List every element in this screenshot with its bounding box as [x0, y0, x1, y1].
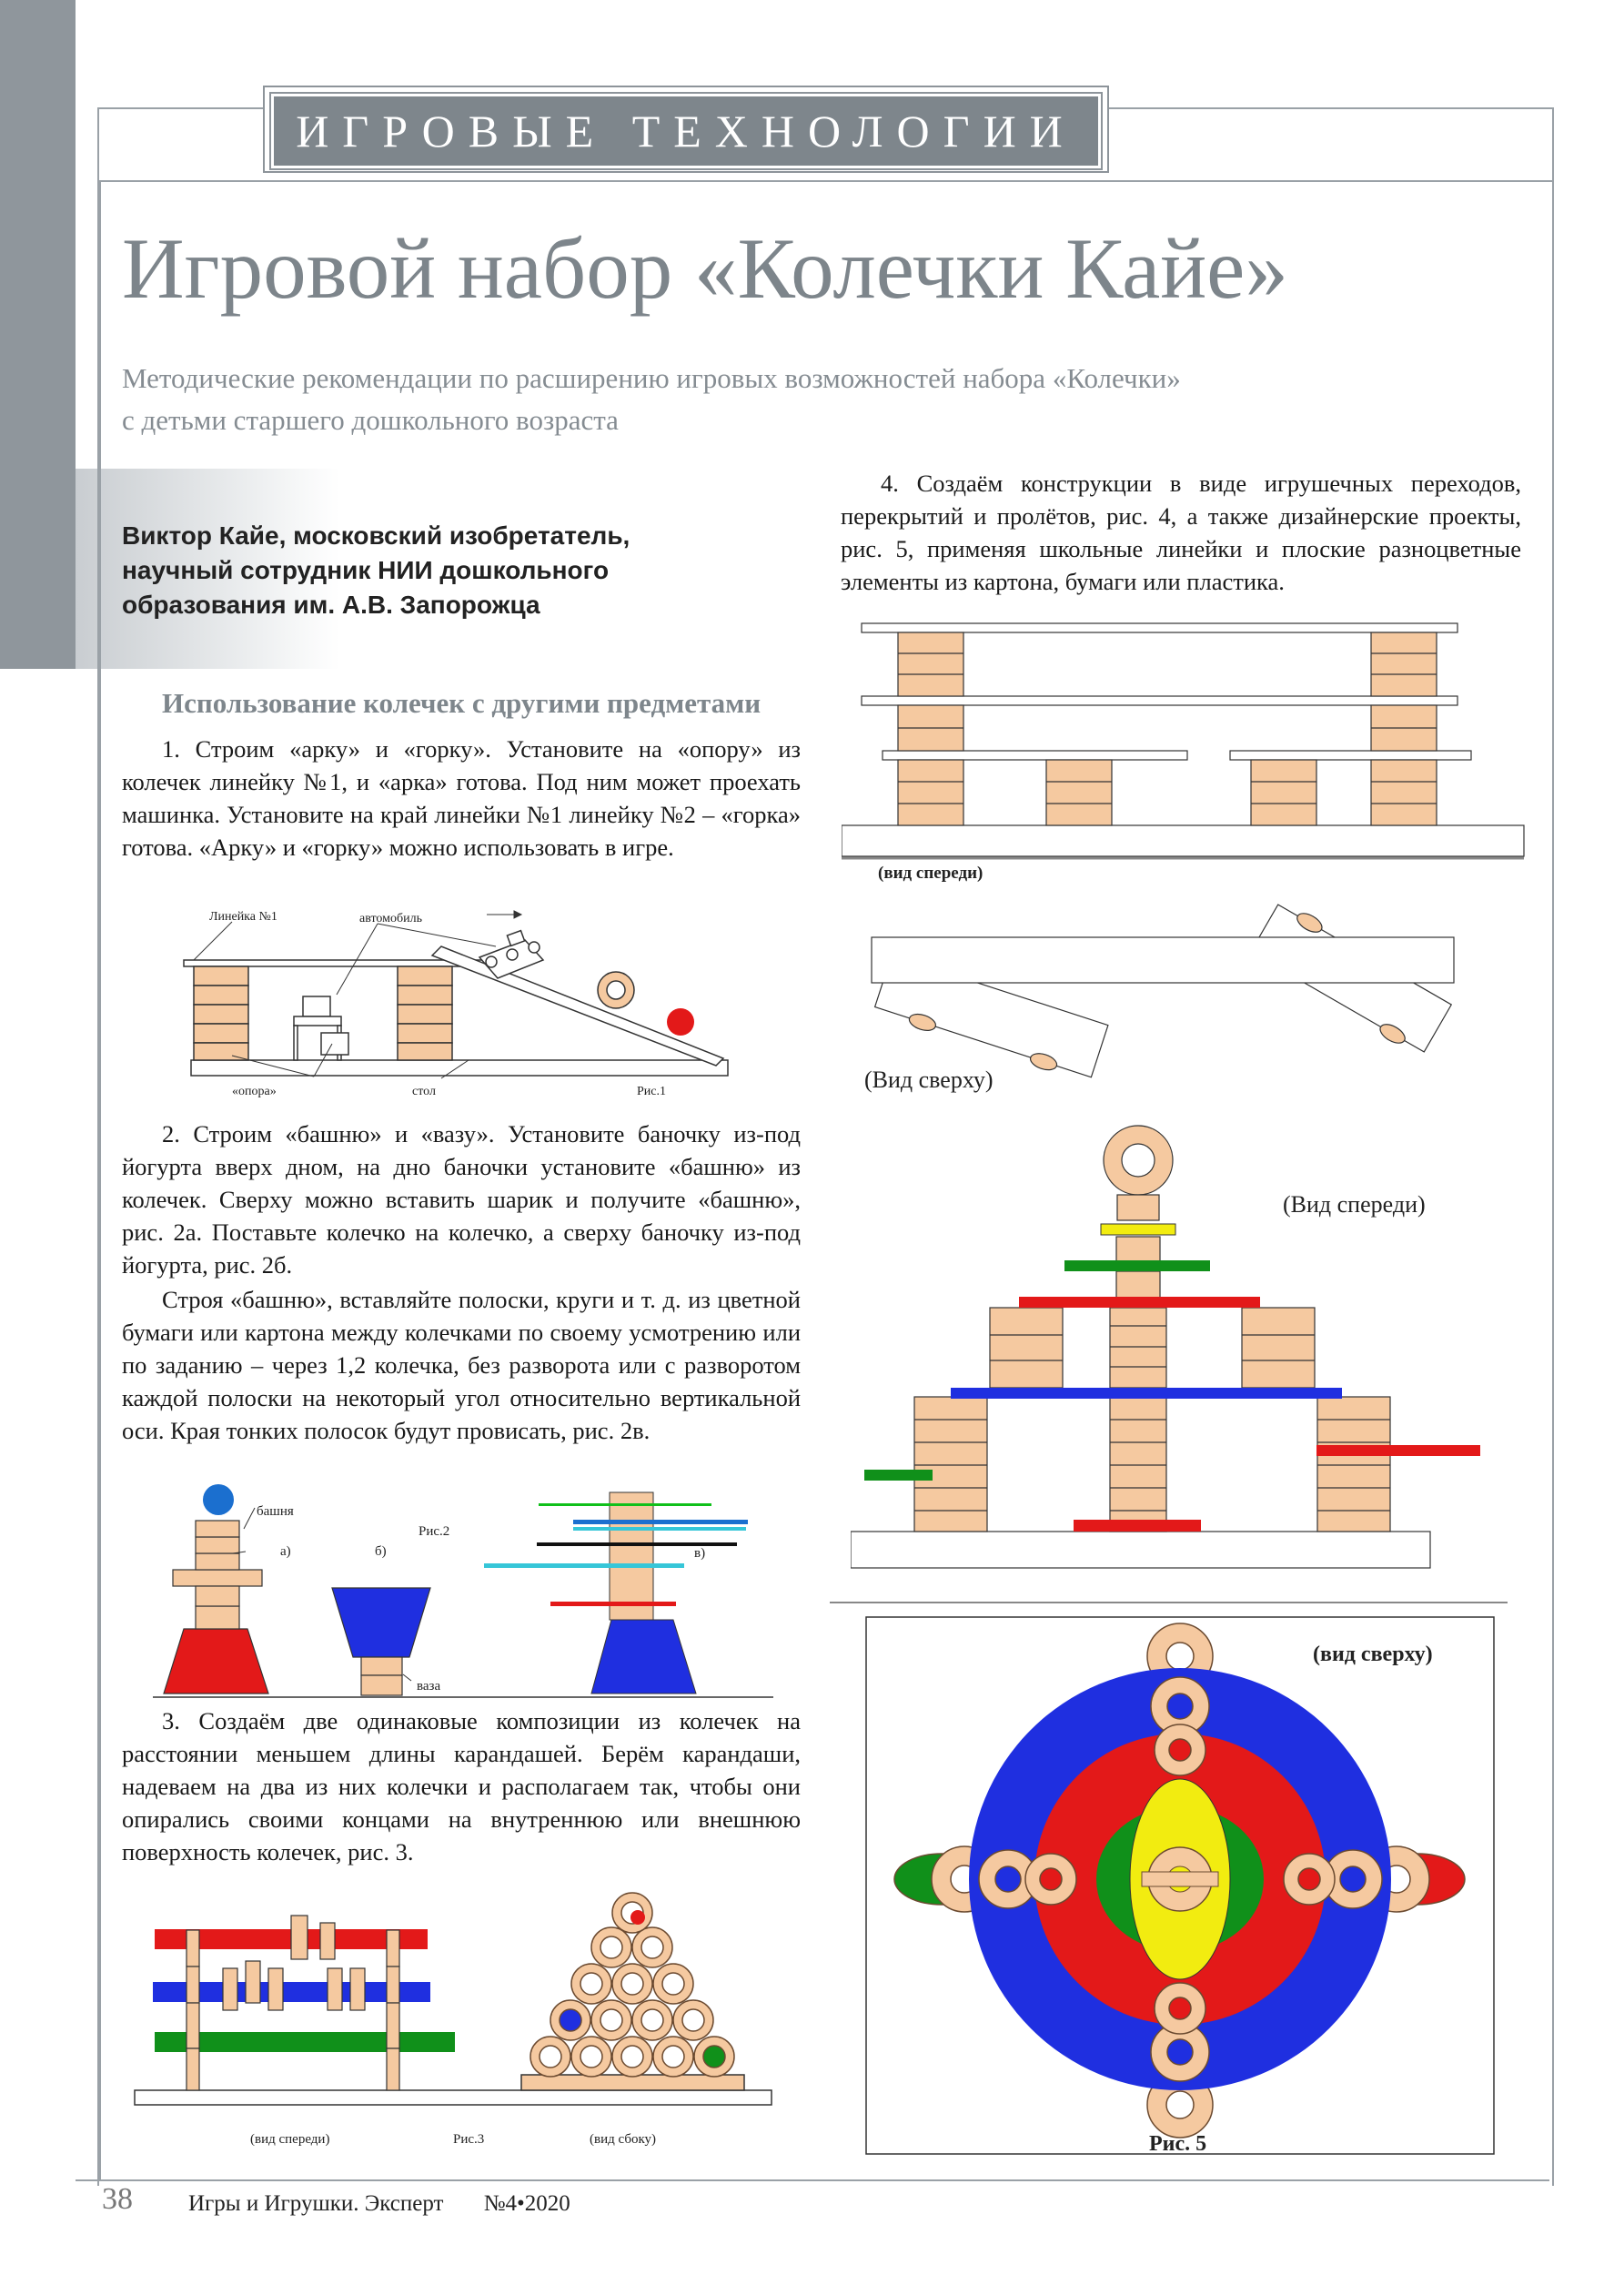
paragraph-5: 4. Создаём конструкции в виде игрушечных переходов, перекрытий и пролётов, рис. 4, а также дизайнерские проекты, рис. 5, применяя школьные линейки и плоские разноцветные элементы из картона, бумаги или пластика. — [841, 470, 1521, 595]
ruler-2-slope — [432, 946, 723, 1066]
fig3-front-view — [153, 1916, 455, 2090]
fig3-side-label: (вид сбоку) — [590, 2132, 657, 2147]
fig3-side-view — [521, 1893, 744, 2090]
footer-rule — [76, 2179, 1549, 2181]
fig3-caption: Рис.3 — [453, 2132, 485, 2147]
vase-b — [332, 1588, 430, 1695]
author-line-2: научный сотрудник НИИ дошкольного — [122, 556, 610, 584]
tower-a — [164, 1521, 268, 1694]
label-c: в) — [694, 1546, 706, 1561]
figure-5-top — [864, 1615, 1497, 2172]
tower-c — [484, 1492, 748, 1694]
fig4-top-label: (Вид сверху) — [864, 1067, 994, 1093]
car-label: автомобиль — [359, 912, 422, 925]
ball-on-tower — [203, 1484, 234, 1515]
fig5-base — [851, 1532, 1430, 1568]
author-line-1: Виктор Кайе, московский изобретатель, — [122, 521, 630, 550]
fig2-caption: Рис.2 — [419, 1524, 450, 1539]
fig3-front-label: (вид спереди) — [250, 2132, 330, 2147]
tower-label: башня — [257, 1504, 294, 1519]
ball-icon — [667, 1008, 694, 1036]
left-color-bar — [0, 0, 76, 669]
fig1-caption: Рис.1 — [637, 1085, 666, 1098]
figure-2 — [146, 1479, 773, 1706]
author-block — [122, 519, 713, 622]
label-b: б) — [375, 1544, 387, 1559]
figure-4 — [842, 614, 1533, 1106]
ruler-label: Линейка №1 — [209, 910, 277, 924]
fig4-front-label: (вид спереди) — [878, 864, 983, 883]
section-tag: ИГРОВЫЕ ТЕХНОЛОГИИ — [271, 94, 1101, 168]
fig5-divider — [830, 1602, 1508, 1603]
journal-info — [188, 2191, 570, 2217]
author-line-3: образования им. А.В. Запорожца — [122, 591, 540, 619]
journal-name: Игры и Игрушки. Эксперт — [188, 2191, 444, 2216]
subtitle-line-1: Методические рекомендации по расширению игровых возможностей набора «Колечки» — [122, 362, 1181, 394]
fig4-front-view — [842, 623, 1524, 856]
desk-icon — [294, 996, 348, 1060]
paragraph-3: Строя «башню», вставляйте полоски, круги и т. д. из цветной бумаги или картона между колечками по своему усмотрению или по заданию – через 1,2 колечка, без разворота или с разворотом каждой полоски на некоторый угол относительно вертикальной оси. Края тонких полосок будут провисать, рис. 2в. — [122, 1286, 801, 1444]
paragraph-2: 2. Строим «башню» и «вазу». Установите баночку из-под йогурта вверх дном, на дно баночки установите «башню» из колечек. Сверху можно вставить шарик и получите «башню», рис. 2а. Поставьте колечко на колечко, а сверху баночку из-под йогурта, рис. 2б. — [122, 1120, 801, 1279]
page-number: 38 — [102, 2182, 133, 2216]
support-right — [398, 966, 452, 1060]
paragraph-1: 1. Строим «арку» и «горку». Установите на «опору» из колечек линейку №1, и «арка» готова. Под ним может проехать машинка. Установите на край линейки №1 линейку №2 – «горка» готова. «Арку» и «горку» можно использовать в игре. — [122, 735, 801, 861]
figure-1 — [177, 905, 737, 1101]
vase-label: ваза — [417, 1679, 441, 1694]
fig5-top-label: (вид сверху) — [1313, 1643, 1433, 1666]
paragraph-4: 3. Создаём две одинаковые композиции из колечек на расстоянии меньшем длины карандашей. Берём карандаши, надеваем на два из них колечки и располагаем так, чтобы они опирались своими концами на внутреннюю или внешнюю поверхность колечек, рис. 3. — [122, 1707, 801, 1866]
article-title: Игровой набор «Колечки Кайе» — [122, 220, 1288, 317]
journal-issue: №4•2020 — [483, 2191, 570, 2216]
fig4-top-view — [872, 898, 1455, 1084]
table-surface — [191, 1060, 728, 1076]
ruler-1 — [184, 960, 484, 966]
article-subtitle — [122, 358, 1396, 441]
fig5-front-label: (Вид спереди) — [1283, 1191, 1426, 1218]
table-label: стол — [412, 1085, 436, 1098]
section-heading: Использование колечек с другими предметами — [162, 687, 762, 719]
support-left — [194, 966, 248, 1060]
figure-3 — [132, 1888, 778, 2161]
subtitle-line-2: с детьми старшего дошкольного возраста — [122, 404, 619, 436]
fig3-base — [135, 2090, 772, 2105]
fig5-caption: Рис. 5 — [1149, 2132, 1207, 2156]
support-label: «опора» — [232, 1085, 277, 1098]
figure-5-front — [851, 1124, 1510, 1579]
label-a: а) — [280, 1544, 291, 1559]
fig5-tower — [914, 1126, 1390, 1532]
